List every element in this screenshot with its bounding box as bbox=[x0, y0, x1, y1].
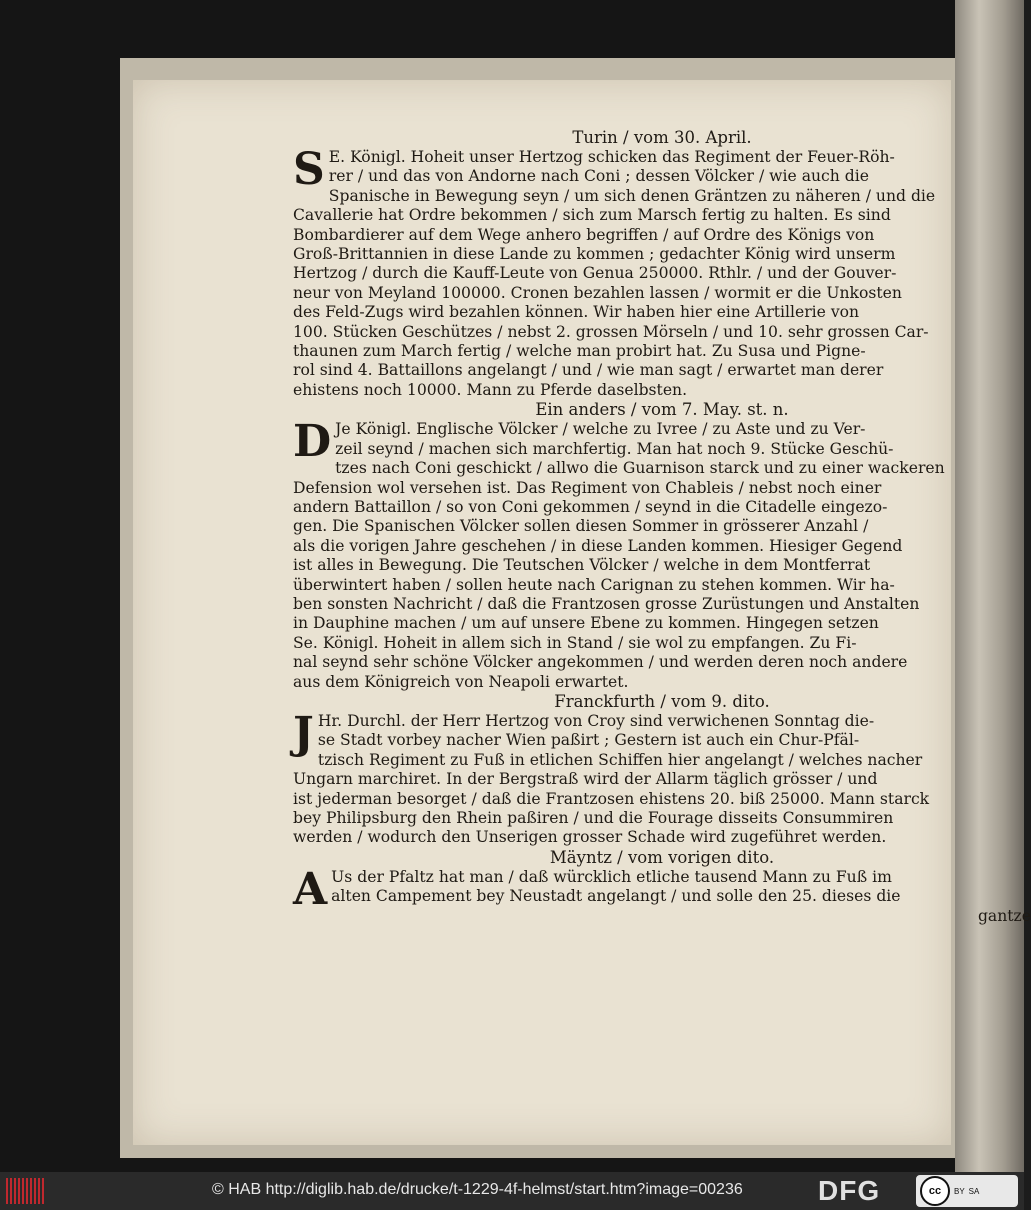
text-line: ist jederman besorget / daß die Frantzosen ehistens 20. biß 25000. Mann starck bbox=[293, 789, 930, 808]
drop-capital: S bbox=[293, 144, 325, 195]
section-paragraph bbox=[293, 707, 1031, 848]
text-line: se Stadt vorbey nacher Wien paßirt ; Gestern ist auch ein Chur-Pfäl- bbox=[317, 731, 860, 750]
text-line: nal seynd sehr schöne Völcker angekommen / und werden deren noch andere bbox=[293, 653, 908, 672]
text-line: tzisch Regiment zu Fuß in etlichen Schiffen hier angelangt / welches nacher bbox=[317, 750, 923, 769]
section-heading: Turin / vom 30. April. bbox=[572, 128, 752, 147]
text-line: E. Königl. Hoheit unser Hertzog schicken das Regiment der Feuer-Röh- bbox=[328, 148, 895, 166]
text-line: thaunen zum March fertig / welche man probirt hat. Zu Susa und Pigne- bbox=[293, 342, 866, 361]
document-page bbox=[133, 80, 1031, 1145]
text-line: ehistens noch 10000. Mann zu Pferde daselbsten. bbox=[293, 380, 688, 399]
text-line: in Dauphine machen / um auf unsere Ebene zu kommen. Hingegen setzen bbox=[293, 614, 879, 633]
text-line: tzes nach Coni geschickt / allwo die Guarnison starck und zu einer wackeren bbox=[335, 459, 945, 478]
text-line: Se. Königl. Hoheit in allem sich in Stand / sie wol zu empfangen. Zu Fi- bbox=[293, 633, 857, 652]
footer-bar bbox=[0, 1172, 1024, 1210]
text-line: Groß-Brittannien in diese Lande zu kommen ; gedachter König wird unserm bbox=[293, 245, 896, 264]
section-paragraph bbox=[293, 416, 1031, 692]
text-line: rol sind 4. Battaillons angelangt / und / wie man sagt / erwartet man derer bbox=[293, 361, 884, 380]
drop-capital: J bbox=[293, 707, 314, 759]
text-line: Cavallerie hat Ordre bekommen / sich zum Marsch fertig zu halten. Es sind bbox=[293, 206, 891, 225]
section-heading: Ein anders / vom 7. May. st. n. bbox=[535, 400, 789, 420]
footer-credit-link[interactable]: © HAB http://diglib.hab.de/drucke/t-1229-4f-helmst/start.htm?image=00236 bbox=[212, 1181, 743, 1198]
drop-capital: D bbox=[293, 416, 332, 468]
catchword: gantze bbox=[977, 906, 1031, 925]
cc-icon: cc bbox=[920, 1176, 950, 1206]
text-line: als die vorigen Jahre geschehen / in diese Landen kommen. Hiesiger Gegend bbox=[293, 536, 903, 555]
section-paragraph bbox=[293, 144, 1031, 400]
text-line: andern Battaillon / so von Coni gekommen / seynd in die Citadelle eingezo- bbox=[293, 497, 888, 516]
section-paragraph bbox=[293, 863, 1031, 915]
text-line: aus dem Königreich von Neapoli erwartet. bbox=[293, 672, 629, 691]
section-heading: Franckfurth / vom 9. dito. bbox=[554, 691, 770, 711]
text-line: zeil seynd / machen sich marchfertig. Man hat noch 9. Stücke Geschü- bbox=[335, 439, 894, 458]
page-text bbox=[293, 128, 1031, 926]
text-line: ben sonsten Nachricht / daß die Frantzosen grosse Zurüstungen und Anstalten bbox=[293, 594, 920, 613]
by-label: BY bbox=[954, 1186, 965, 1196]
text-line: bey Philipsburg den Rhein paßiren / und die Fourage disseits Consummiren bbox=[293, 809, 894, 827]
text-line: Hr. Durchl. der Herr Hertzog von Croy sind verwichenen Sonntag die- bbox=[317, 711, 875, 730]
sa-label: SA bbox=[968, 1186, 980, 1196]
text-line: des Feld-Zugs wird bezahlen können. Wir haben hier eine Artillerie von bbox=[293, 303, 860, 322]
text-line: rer / und das von Andorne nach Coni ; dessen Völcker / wie auch die bbox=[328, 167, 869, 186]
drop-capital: A bbox=[293, 863, 328, 915]
hab-barcode-icon bbox=[6, 1178, 48, 1204]
text-line: Us der Pfaltz hat man / daß würcklich etliche tausend Mann zu Fuß im bbox=[331, 867, 892, 886]
text-line: Spanische in Bewegung seyn / um sich denen Gräntzen zu näheren / und die bbox=[328, 186, 936, 205]
text-line: Ungarn marchiret. In der Bergstraß wird der Allarm täglich grösser / und bbox=[293, 770, 878, 789]
text-line: Bombardierer auf dem Wege anhero begriffen / auf Ordre des Königs von bbox=[293, 225, 875, 244]
text-line: Hertzog / durch die Kauff-Leute von Genua 250000. Rthlr. / und der Gouver- bbox=[293, 264, 897, 283]
section-heading: Mäyntz / vom vorigen dito. bbox=[549, 847, 775, 867]
text-line: Je Königl. Englische Völcker / welche zu Ivree / zu Aste und zu Ver- bbox=[335, 420, 866, 439]
text-line: gen. Die Spanischen Völcker sollen diesen Sommer in grösserer Anzahl / bbox=[293, 517, 869, 536]
text-line: neur von Meyland 100000. Cronen bezahlen lassen / wormit er die Unkosten bbox=[293, 283, 902, 302]
text-line: werden / wodurch den Unserigen grosser Schade wird zugeführet werden. bbox=[293, 828, 887, 847]
text-line: Defension wol versehen ist. Das Regiment von Chableis / nebst noch einer bbox=[293, 478, 882, 497]
text-line: überwintert haben / sollen heute nach Carignan zu stehen kommen. Wir ha- bbox=[293, 575, 895, 594]
dfg-logo: DFG bbox=[818, 1175, 881, 1206]
text-line: 100. Stücken Geschützes / nebst 2. grossen Mörseln / und 10. sehr grossen Car- bbox=[293, 322, 929, 341]
text-line: alten Campement bey Neustadt angelangt / und solle den 25. dieses die bbox=[331, 887, 901, 906]
text-line: ist alles in Bewegung. Die Teutschen Völcker / welche in dem Montferrat bbox=[293, 556, 871, 575]
cc-license-badge[interactable] bbox=[916, 1175, 1018, 1207]
